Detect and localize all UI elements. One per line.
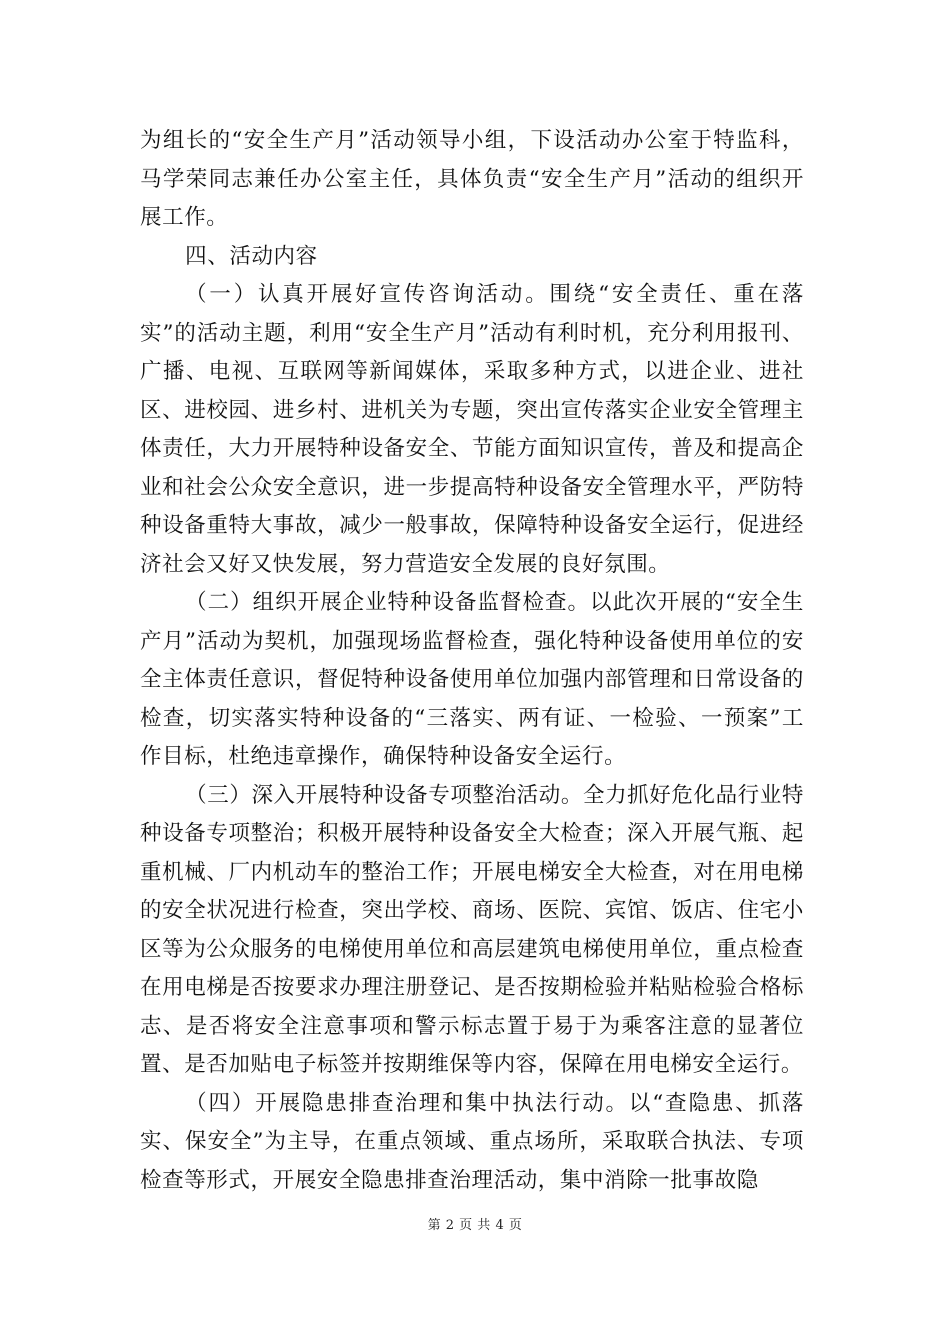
paragraph-continuation: 为组长的“安全生产月”活动领导小组，下设活动办公室于特监科，马学荣同志兼任办公室主任，具体负责“安全生产月”活动的组织开展工作。 xyxy=(140,128,804,230)
paragraph-item-4: （四）开展隐患排查治理和集中执法行动。以“查隐患、抓落实、保安全”为主导，在重点领域、重点场所，采取联合执法、专项检查等形式，开展安全隐患排查治理活动，集中消除一批事故隐 xyxy=(140,1090,804,1193)
page-footer xyxy=(0,1214,950,1233)
document-body xyxy=(140,122,804,1200)
paragraph-item-3: （三）深入开展特种设备专项整治活动。全力抓好危化品行业特种设备专项整治；积极开展特种设备安全大检查；深入开展气瓶、起重机械、厂内机动车的整治工作；开展电梯安全大检查，对在用电梯的安全状况进行检查，突出学校、商场、医院、宾馆、饭店、住宅小区等为公众服务的电梯使用单位和高层建筑电梯使用单位，重点检查在用电梯是否按要求办理注册登记、是否按期检验并粘贴检验合格标志、是否将安全注意事项和警示标志置于易于为乘客注意的显著位置、是否加贴电子标签并按期维保等内容，保障在用电梯安全运行。 xyxy=(140,782,804,1077)
section-heading-activity-content: 四、活动内容 xyxy=(185,243,318,269)
page-number-label: 第 2 页 共 4 页 xyxy=(427,1218,523,1233)
paragraph-item-1: （一）认真开展好宣传咨询活动。围绕“安全责任、重在落实”的活动主题，利用“安全生产月”活动有利时机，充分利用报刊、广播、电视、互联网等新闻媒体，采取多种方式，以进企业、进社区、进校园、进乡村、进机关为专题，突出宣传落实企业安全管理主体责任，大力开展特种设备安全、节能方面知识宣传，普及和提高企业和社会公众安全意识，进一步提高特种设备安全管理水平，严防特种设备重特大事故，减少一般事故，保障特种设备安全运行，促进经济社会又好又快发展，努力营造安全发展的良好氛围。 xyxy=(140,282,804,577)
paragraph-item-2: （二）组织开展企业特种设备监督检查。以此次开展的“安全生产月”活动为契机，加强现场监督检查，强化特种设备使用单位的安全主体责任意识，督促特种设备使用单位加强内部管理和日常设备的检查，切实落实特种设备的“三落实、两有证、一检验、一预案”工作目标，杜绝违章操作，确保特种设备安全运行。 xyxy=(140,590,804,769)
